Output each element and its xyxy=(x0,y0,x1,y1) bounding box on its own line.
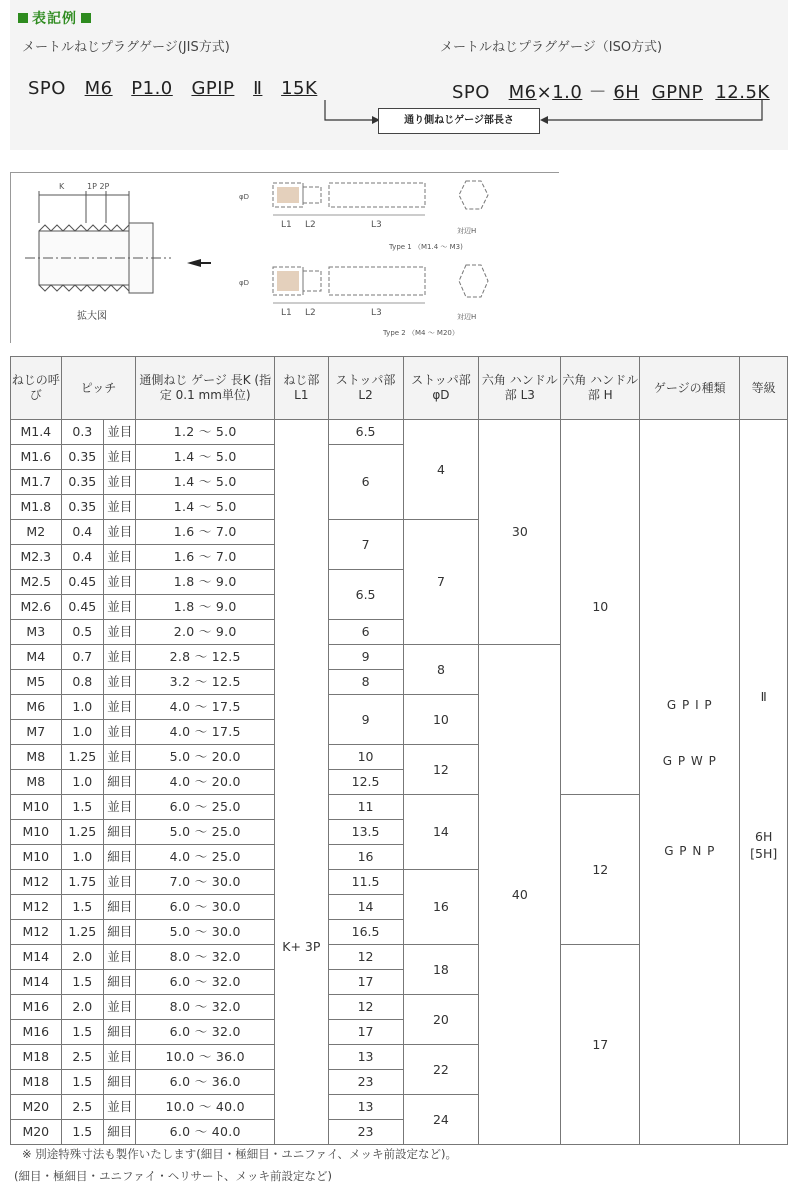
cell-thread-kind: 並目 xyxy=(104,420,136,445)
cell-pitch: 1.5 xyxy=(61,795,103,820)
cell-thread-kind: 並目 xyxy=(104,720,136,745)
cell-gauge-length: 6.0 ～ 25.0 xyxy=(136,795,275,820)
cell-size: M3 xyxy=(11,620,62,645)
type-gpnp: G P N P xyxy=(664,844,716,858)
hex-label: 対辺H xyxy=(457,313,477,321)
cell-h: 12 xyxy=(561,795,640,945)
cell-phid: 8 xyxy=(403,645,479,695)
cell-gauge-length: 5.0 ～ 20.0 xyxy=(136,745,275,770)
cell-thread-kind: 並目 xyxy=(104,545,136,570)
code-part: 15K xyxy=(281,78,318,99)
header-l3: 六角 ハンドル部 L3 xyxy=(479,357,561,420)
cell-size: M2 xyxy=(11,520,62,545)
cell-thread-kind: 並目 xyxy=(104,520,136,545)
cell-pitch: 0.3 xyxy=(61,420,103,445)
cell-l2: 12 xyxy=(328,995,403,1020)
cell-gauge-length: 6.0 ～ 32.0 xyxy=(136,1020,275,1045)
cell-pitch: 0.45 xyxy=(61,595,103,620)
cell-thread-kind: 細目 xyxy=(104,920,136,945)
cell-gauge-length: 10.0 ～ 36.0 xyxy=(136,1045,275,1070)
cell-gauge-length: 1.6 ～ 7.0 xyxy=(136,520,275,545)
cell-size: M18 xyxy=(11,1045,62,1070)
cell-gauge-length: 6.0 ～ 32.0 xyxy=(136,970,275,995)
cell-l2: 6 xyxy=(328,445,403,520)
code-part: GPIP xyxy=(191,78,235,99)
cell-size: M6 xyxy=(11,695,62,720)
header-l1: ねじ部 L1 xyxy=(275,357,329,420)
cell-l2: 17 xyxy=(328,970,403,995)
cell-thread-kind: 並目 xyxy=(104,670,136,695)
cell-gauge-length: 1.4 ～ 5.0 xyxy=(136,495,275,520)
table-row xyxy=(11,420,788,445)
cell-phid: 7 xyxy=(403,520,479,645)
cell-size: M12 xyxy=(11,895,62,920)
cell-thread-kind: 並目 xyxy=(104,445,136,470)
cell-pitch: 1.0 xyxy=(61,695,103,720)
header-type: ゲージの種類 xyxy=(640,357,740,420)
cell-pitch: 2.0 xyxy=(61,995,103,1020)
cell-l2: 23 xyxy=(328,1120,403,1145)
cell-size: M4 xyxy=(11,645,62,670)
cell-gauge-length: 1.4 ～ 5.0 xyxy=(136,445,275,470)
cell-phid: 20 xyxy=(403,995,479,1045)
cell-size: M5 xyxy=(11,670,62,695)
jis-label: メートルねじプラグゲージ(JIS方式) xyxy=(22,40,230,55)
cell-size: M12 xyxy=(11,920,62,945)
l2-label: L2 xyxy=(305,220,316,230)
cell-l2: 16 xyxy=(328,845,403,870)
cell-phid: 16 xyxy=(403,870,479,945)
cell-l2: 6 xyxy=(328,620,403,645)
cell-phid: 4 xyxy=(403,420,479,520)
cell-pitch: 1.0 xyxy=(61,720,103,745)
cell-size: M18 xyxy=(11,1070,62,1095)
l1-label: L1 xyxy=(281,220,292,230)
cell-thread-kind: 細目 xyxy=(104,1020,136,1045)
cell-size: M14 xyxy=(11,970,62,995)
header-phid: ストッパ部 φD xyxy=(403,357,479,420)
cell-thread-kind: 並目 xyxy=(104,495,136,520)
cell-l2: 12 xyxy=(328,945,403,970)
cell-size: M10 xyxy=(11,820,62,845)
cell-gauge-length: 5.0 ～ 25.0 xyxy=(136,820,275,845)
cell-size: M10 xyxy=(11,795,62,820)
cell-thread-kind: 並目 xyxy=(104,620,136,645)
cell-l2: 9 xyxy=(328,645,403,670)
code-part: GPNP xyxy=(651,82,703,103)
cell-gauge-length: 2.8 ～ 12.5 xyxy=(136,645,275,670)
cell-gauge-length: 6.0 ～ 36.0 xyxy=(136,1070,275,1095)
cell-phid: 24 xyxy=(403,1095,479,1145)
grade-6h: 6H xyxy=(755,829,773,844)
cell-gauge-length: 1.2 ～ 5.0 xyxy=(136,420,275,445)
code-part: Ⅱ xyxy=(253,78,263,99)
cell-grades xyxy=(740,420,788,1145)
phid-label: φD xyxy=(239,279,250,287)
cell-gauge-length: 1.6 ～ 7.0 xyxy=(136,545,275,570)
cell-thread-kind: 細目 xyxy=(104,1120,136,1145)
cell-size: M8 xyxy=(11,770,62,795)
cell-l2: 11.5 xyxy=(328,870,403,895)
l3-label: L3 xyxy=(371,308,382,318)
cell-pitch: 1.5 xyxy=(61,1070,103,1095)
cell-pitch: 1.5 xyxy=(61,1120,103,1145)
code-part: SPO xyxy=(452,82,490,103)
enlarged-label: 拡大図 xyxy=(77,311,107,322)
l1-label: L1 xyxy=(281,308,292,318)
cell-size: M2.3 xyxy=(11,545,62,570)
cell-l2: 23 xyxy=(328,1070,403,1095)
grade-ii: Ⅱ xyxy=(760,689,767,704)
cell-size: M14 xyxy=(11,945,62,970)
code-part: × xyxy=(536,82,553,103)
cell-h: 10 xyxy=(561,420,640,795)
type1-label: Type 1 （M1.4 ～ M3) xyxy=(389,243,463,251)
header-l2: ストッパ部 L2 xyxy=(328,357,403,420)
cell-l1: K+ 3P xyxy=(275,420,329,1145)
cell-l3: 30 xyxy=(479,420,561,645)
cell-thread-kind: 並目 xyxy=(104,595,136,620)
cell-pitch: 1.25 xyxy=(61,820,103,845)
cell-gauge-length: 6.0 ～ 30.0 xyxy=(136,895,275,920)
cell-pitch: 0.4 xyxy=(61,545,103,570)
cell-pitch: 1.0 xyxy=(61,770,103,795)
cell-size: M10 xyxy=(11,845,62,870)
cell-phid: 14 xyxy=(403,795,479,870)
header-pitch: ピッチ xyxy=(61,357,136,420)
cell-thread-kind: 細目 xyxy=(104,1070,136,1095)
cell-thread-kind: 並目 xyxy=(104,795,136,820)
cell-l2: 8 xyxy=(328,670,403,695)
cell-pitch: 0.35 xyxy=(61,445,103,470)
cell-gauge-length: 6.0 ～ 40.0 xyxy=(136,1120,275,1145)
cell-thread-kind: 並目 xyxy=(104,745,136,770)
code-part: － xyxy=(588,82,608,103)
cell-size: M8 xyxy=(11,745,62,770)
cell-l2: 7 xyxy=(328,520,403,570)
cell-pitch: 0.45 xyxy=(61,570,103,595)
cell-size: M16 xyxy=(11,995,62,1020)
cell-h: 17 xyxy=(561,945,640,1145)
cell-thread-kind: 並目 xyxy=(104,995,136,1020)
cell-pitch: 0.8 xyxy=(61,670,103,695)
cell-thread-kind: 並目 xyxy=(104,945,136,970)
cell-phid: 22 xyxy=(403,1045,479,1095)
cell-l2: 11 xyxy=(328,795,403,820)
cell-thread-kind: 並目 xyxy=(104,645,136,670)
cell-l2: 6.5 xyxy=(328,570,403,620)
cell-l2: 13.5 xyxy=(328,820,403,845)
cell-gauge-length: 5.0 ～ 30.0 xyxy=(136,920,275,945)
cell-thread-kind: 並目 xyxy=(104,870,136,895)
cell-thread-kind: 細目 xyxy=(104,770,136,795)
cell-thread-kind: 細目 xyxy=(104,845,136,870)
cell-pitch: 0.35 xyxy=(61,495,103,520)
l3-label: L3 xyxy=(371,220,382,230)
code-part: M6 xyxy=(84,78,113,99)
cell-gauge-length: 1.8 ～ 9.0 xyxy=(136,595,275,620)
cell-size: M1.6 xyxy=(11,445,62,470)
cell-l2: 13 xyxy=(328,1095,403,1120)
cell-phid: 10 xyxy=(403,695,479,745)
cell-pitch: 1.75 xyxy=(61,870,103,895)
spec-table xyxy=(10,356,788,1145)
footnote: ※ 別途特殊寸法も製作いたします(細目・極細目・ユニファイ、メッキ前設定など)。 xyxy=(22,1147,457,1161)
cell-pitch: 1.0 xyxy=(61,845,103,870)
cell-pitch: 1.5 xyxy=(61,1020,103,1045)
cell-thread-kind: 細目 xyxy=(104,820,136,845)
cell-size: M7 xyxy=(11,720,62,745)
cell-thread-kind: 並目 xyxy=(104,570,136,595)
code-part: 1.0 xyxy=(552,82,583,103)
code-part: SPO xyxy=(28,78,66,99)
cell-gauge-length: 10.0 ～ 40.0 xyxy=(136,1095,275,1120)
gauge-length-annotation: 通り側ねじゲージ部長さ xyxy=(378,108,540,134)
cell-gauge-length: 1.8 ～ 9.0 xyxy=(136,570,275,595)
cell-l2: 16.5 xyxy=(328,920,403,945)
header-h: 六角 ハンドル部 H xyxy=(561,357,640,420)
cell-l2: 13 xyxy=(328,1045,403,1070)
cell-l3: 40 xyxy=(479,645,561,1145)
code-part: 12.5K xyxy=(715,82,770,103)
cell-size: M20 xyxy=(11,1120,62,1145)
cell-l2: 9 xyxy=(328,695,403,745)
type-gpip: G P I P xyxy=(666,698,713,712)
cell-thread-kind: 並目 xyxy=(104,1095,136,1120)
pitch-label: 1P 2P xyxy=(87,182,110,191)
cell-l2: 10 xyxy=(328,745,403,770)
cell-pitch: 1.25 xyxy=(61,920,103,945)
cell-l2: 14 xyxy=(328,895,403,920)
cell-gauge-length: 7.0 ～ 30.0 xyxy=(136,870,275,895)
cell-gauge-length: 1.4 ～ 5.0 xyxy=(136,470,275,495)
header-grade: 等級 xyxy=(740,357,788,420)
phid-label: φD xyxy=(239,193,250,201)
code-part: 6H xyxy=(613,82,640,103)
cell-l2: 17 xyxy=(328,1020,403,1045)
cell-l2: 12.5 xyxy=(328,770,403,795)
cell-pitch: 0.35 xyxy=(61,470,103,495)
cell-pitch: 2.0 xyxy=(61,945,103,970)
code-part: M6 xyxy=(508,82,537,103)
cell-phid: 18 xyxy=(403,945,479,995)
cell-pitch: 1.5 xyxy=(61,970,103,995)
cell-gauge-length: 8.0 ～ 32.0 xyxy=(136,945,275,970)
cell-l2: 6.5 xyxy=(328,420,403,445)
table-header-row xyxy=(11,357,788,420)
cell-pitch: 0.7 xyxy=(61,645,103,670)
cell-pitch: 0.4 xyxy=(61,520,103,545)
footnote: (細目・極細目・ユニファイ・ヘリサート、メッキ前設定など) xyxy=(14,1169,332,1183)
l2-label: L2 xyxy=(305,308,316,318)
cell-size: M16 xyxy=(11,1020,62,1045)
header-size: ねじの呼び xyxy=(11,357,62,420)
header-gauge-length: 通側ねじ ゲージ 長K (指定 0.1 mm単位) xyxy=(136,357,275,420)
cell-size: M20 xyxy=(11,1095,62,1120)
cell-size: M1.4 xyxy=(11,420,62,445)
cell-pitch: 2.5 xyxy=(61,1045,103,1070)
cell-gauge-length: 4.0 ～ 17.5 xyxy=(136,720,275,745)
cell-thread-kind: 並目 xyxy=(104,470,136,495)
cell-pitch: 1.5 xyxy=(61,895,103,920)
cell-gauge-length: 8.0 ～ 32.0 xyxy=(136,995,275,1020)
hex-label: 対辺H xyxy=(457,227,477,235)
notation-title: 表記例 xyxy=(14,8,95,28)
cell-thread-kind: 細目 xyxy=(104,895,136,920)
cell-size: M12 xyxy=(11,870,62,895)
cell-thread-kind: 並目 xyxy=(104,1045,136,1070)
cell-thread-kind: 細目 xyxy=(104,970,136,995)
code-part: P1.0 xyxy=(131,78,173,99)
cell-size: M2.6 xyxy=(11,595,62,620)
cell-phid: 12 xyxy=(403,745,479,795)
grade-5h: [5H] xyxy=(750,846,778,861)
cell-gauge-length: 3.2 ～ 12.5 xyxy=(136,670,275,695)
cell-pitch: 0.5 xyxy=(61,620,103,645)
cell-gauge-types xyxy=(640,420,740,1145)
cell-size: M1.8 xyxy=(11,495,62,520)
type-gpwp: G P W P xyxy=(662,754,717,768)
technical-drawing xyxy=(10,172,559,343)
type2-label: Type 2 （M4 ～ M20） xyxy=(383,329,459,337)
cell-gauge-length: 4.0 ～ 17.5 xyxy=(136,695,275,720)
cell-gauge-length: 4.0 ～ 25.0 xyxy=(136,845,275,870)
cell-pitch: 2.5 xyxy=(61,1095,103,1120)
cell-size: M2.5 xyxy=(11,570,62,595)
k-label: K xyxy=(59,182,65,191)
cell-size: M1.7 xyxy=(11,470,62,495)
iso-label: メートルねじプラグゲージ（ISO方式) xyxy=(440,40,663,55)
cell-thread-kind: 並目 xyxy=(104,695,136,720)
cell-gauge-length: 4.0 ～ 20.0 xyxy=(136,770,275,795)
cell-pitch: 1.25 xyxy=(61,745,103,770)
cell-gauge-length: 2.0 ～ 9.0 xyxy=(136,620,275,645)
